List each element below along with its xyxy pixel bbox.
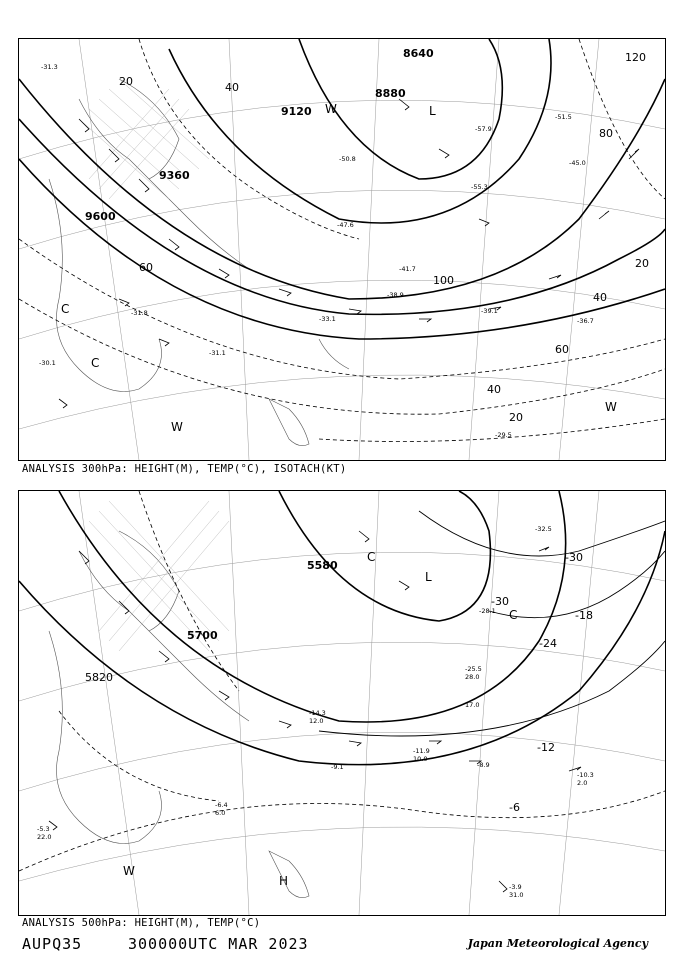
upper-temp-13: -55.3 bbox=[471, 183, 488, 191]
upper-temp-14: -57.9 bbox=[475, 125, 492, 133]
lower-temp-solid bbox=[319, 511, 665, 736]
lower-height-contours bbox=[19, 491, 665, 765]
lower-temp-contour-24: -24 bbox=[539, 637, 557, 650]
lower-height-label-1: 5820 bbox=[85, 671, 113, 684]
upper-temp-12: -50.8 bbox=[339, 155, 356, 163]
upper-temp-11: -47.6 bbox=[337, 221, 354, 229]
upper-isotach-20-a: 20 bbox=[119, 75, 133, 88]
upper-temp-7: -39.1 bbox=[481, 307, 498, 315]
upper-height-contours bbox=[19, 39, 665, 339]
lower-station-6: -6.4 bbox=[215, 801, 228, 809]
upper-height-label-3: 9120 bbox=[281, 105, 312, 118]
lower-station-5: -5.3 bbox=[37, 825, 50, 833]
upper-isotach-120-a: 120 bbox=[625, 51, 646, 64]
upper-isotach-100-a: 100 bbox=[433, 274, 454, 287]
lower-symbol-low: L bbox=[425, 570, 432, 584]
lower-map-canvas bbox=[19, 491, 665, 915]
lower-station-secondary-3: 31.0 bbox=[509, 891, 524, 899]
lower-station-1: -11.9 bbox=[413, 747, 430, 755]
upper-coastline bbox=[49, 79, 349, 446]
upper-temp-2: -31.8 bbox=[131, 309, 148, 317]
lower-height-label-2: 5700 bbox=[187, 629, 218, 642]
lower-map-panel bbox=[18, 490, 666, 916]
upper-map-canvas bbox=[19, 39, 665, 460]
upper-symbol-cold-2: C bbox=[91, 356, 100, 370]
upper-symbol-warm-1: W bbox=[171, 420, 183, 434]
lower-station-secondary-8: 17.0 bbox=[465, 701, 480, 709]
lower-station-secondary-7: 28.0 bbox=[465, 673, 480, 681]
upper-height-label-2: 9360 bbox=[159, 169, 190, 182]
lower-symbol-cold-1: C bbox=[367, 550, 376, 564]
lower-height-label-3: 5580 bbox=[307, 559, 338, 572]
lower-symbol-cold-2: C bbox=[509, 608, 518, 622]
upper-temp-6: -38.9 bbox=[387, 291, 404, 299]
upper-isotach-40-c: 40 bbox=[593, 291, 607, 304]
lower-station-4: -3.9 bbox=[509, 883, 522, 891]
upper-temp-3: -30.1 bbox=[39, 359, 56, 367]
upper-temp-5: -33.1 bbox=[319, 315, 336, 323]
upper-temp-8: -36.7 bbox=[577, 317, 594, 325]
lower-temp-contour-30-b: -30 bbox=[491, 595, 509, 608]
lower-symbol-high: H bbox=[279, 874, 289, 888]
lower-station-10: -28.1 bbox=[479, 607, 496, 615]
upper-height-label-1: 9600 bbox=[85, 210, 116, 223]
upper-isotach-60-a: 60 bbox=[139, 261, 153, 274]
upper-temp-10: -41.7 bbox=[399, 265, 416, 273]
upper-isotach-40-b: 40 bbox=[487, 383, 501, 396]
upper-panel-caption: ANALYSIS 300hPa: HEIGHT(M), TEMP(°C), ISOTACH(KT) bbox=[22, 463, 347, 475]
upper-height-label-4: 8880 bbox=[375, 87, 406, 100]
lower-temp-contour-6: -6 bbox=[509, 801, 520, 814]
upper-isotach-60-b: 60 bbox=[555, 343, 569, 356]
lower-symbol-warm: W bbox=[123, 864, 135, 878]
lower-panel-caption: ANALYSIS 500hPa: HEIGHT(M), TEMP(°C) bbox=[22, 917, 261, 929]
lower-station-secondary-2: 2.0 bbox=[577, 779, 588, 787]
upper-height-label-5: 8640 bbox=[403, 47, 434, 60]
upper-symbol-warm-3: W bbox=[325, 102, 337, 116]
product-code: AUPQ35 bbox=[22, 935, 83, 953]
upper-temp-1: -31.3 bbox=[41, 63, 58, 71]
upper-symbol-low: L bbox=[429, 104, 436, 118]
lower-station-secondary-6: 12.0 bbox=[309, 717, 324, 725]
lower-temp-contour-30: -30 bbox=[565, 551, 583, 564]
valid-time: 300000UTC MAR 2023 bbox=[128, 935, 309, 953]
lower-station-2: -8.9 bbox=[477, 761, 490, 769]
lower-station-7: -9.1 bbox=[331, 763, 344, 771]
lower-station-9: -25.5 bbox=[465, 665, 482, 673]
upper-isotach-20-c: 20 bbox=[635, 257, 649, 270]
lower-station-11: -32.5 bbox=[535, 525, 552, 533]
upper-isotach-80-a: 80 bbox=[599, 127, 613, 140]
agency-name: Japan Meteorological Agency bbox=[467, 937, 648, 950]
upper-isotach-20-b: 20 bbox=[509, 411, 523, 424]
lower-temp-dashed bbox=[19, 491, 665, 871]
lower-temp-contour-18: -18 bbox=[575, 609, 593, 622]
lower-station-secondary-5: 6.0 bbox=[215, 809, 226, 817]
upper-temp-16: -45.0 bbox=[569, 159, 586, 167]
lower-station-8: -14.3 bbox=[309, 709, 326, 717]
lower-station-secondary-1: 10.0 bbox=[413, 755, 428, 763]
upper-temp-15: -51.5 bbox=[555, 113, 572, 121]
lower-station-3: -10.3 bbox=[577, 771, 594, 779]
upper-map-panel bbox=[18, 38, 666, 461]
upper-symbol-cold-1: C bbox=[61, 302, 70, 316]
upper-symbol-warm-2: W bbox=[605, 400, 617, 414]
upper-temp-9: -29.5 bbox=[495, 431, 512, 439]
lower-station-secondary-4: 22.0 bbox=[37, 833, 52, 841]
upper-temp-4: -31.1 bbox=[209, 349, 226, 357]
upper-isotachs bbox=[19, 39, 665, 442]
lower-temp-contour-12: -12 bbox=[537, 741, 555, 754]
upper-isotach-40-a: 40 bbox=[225, 81, 239, 94]
